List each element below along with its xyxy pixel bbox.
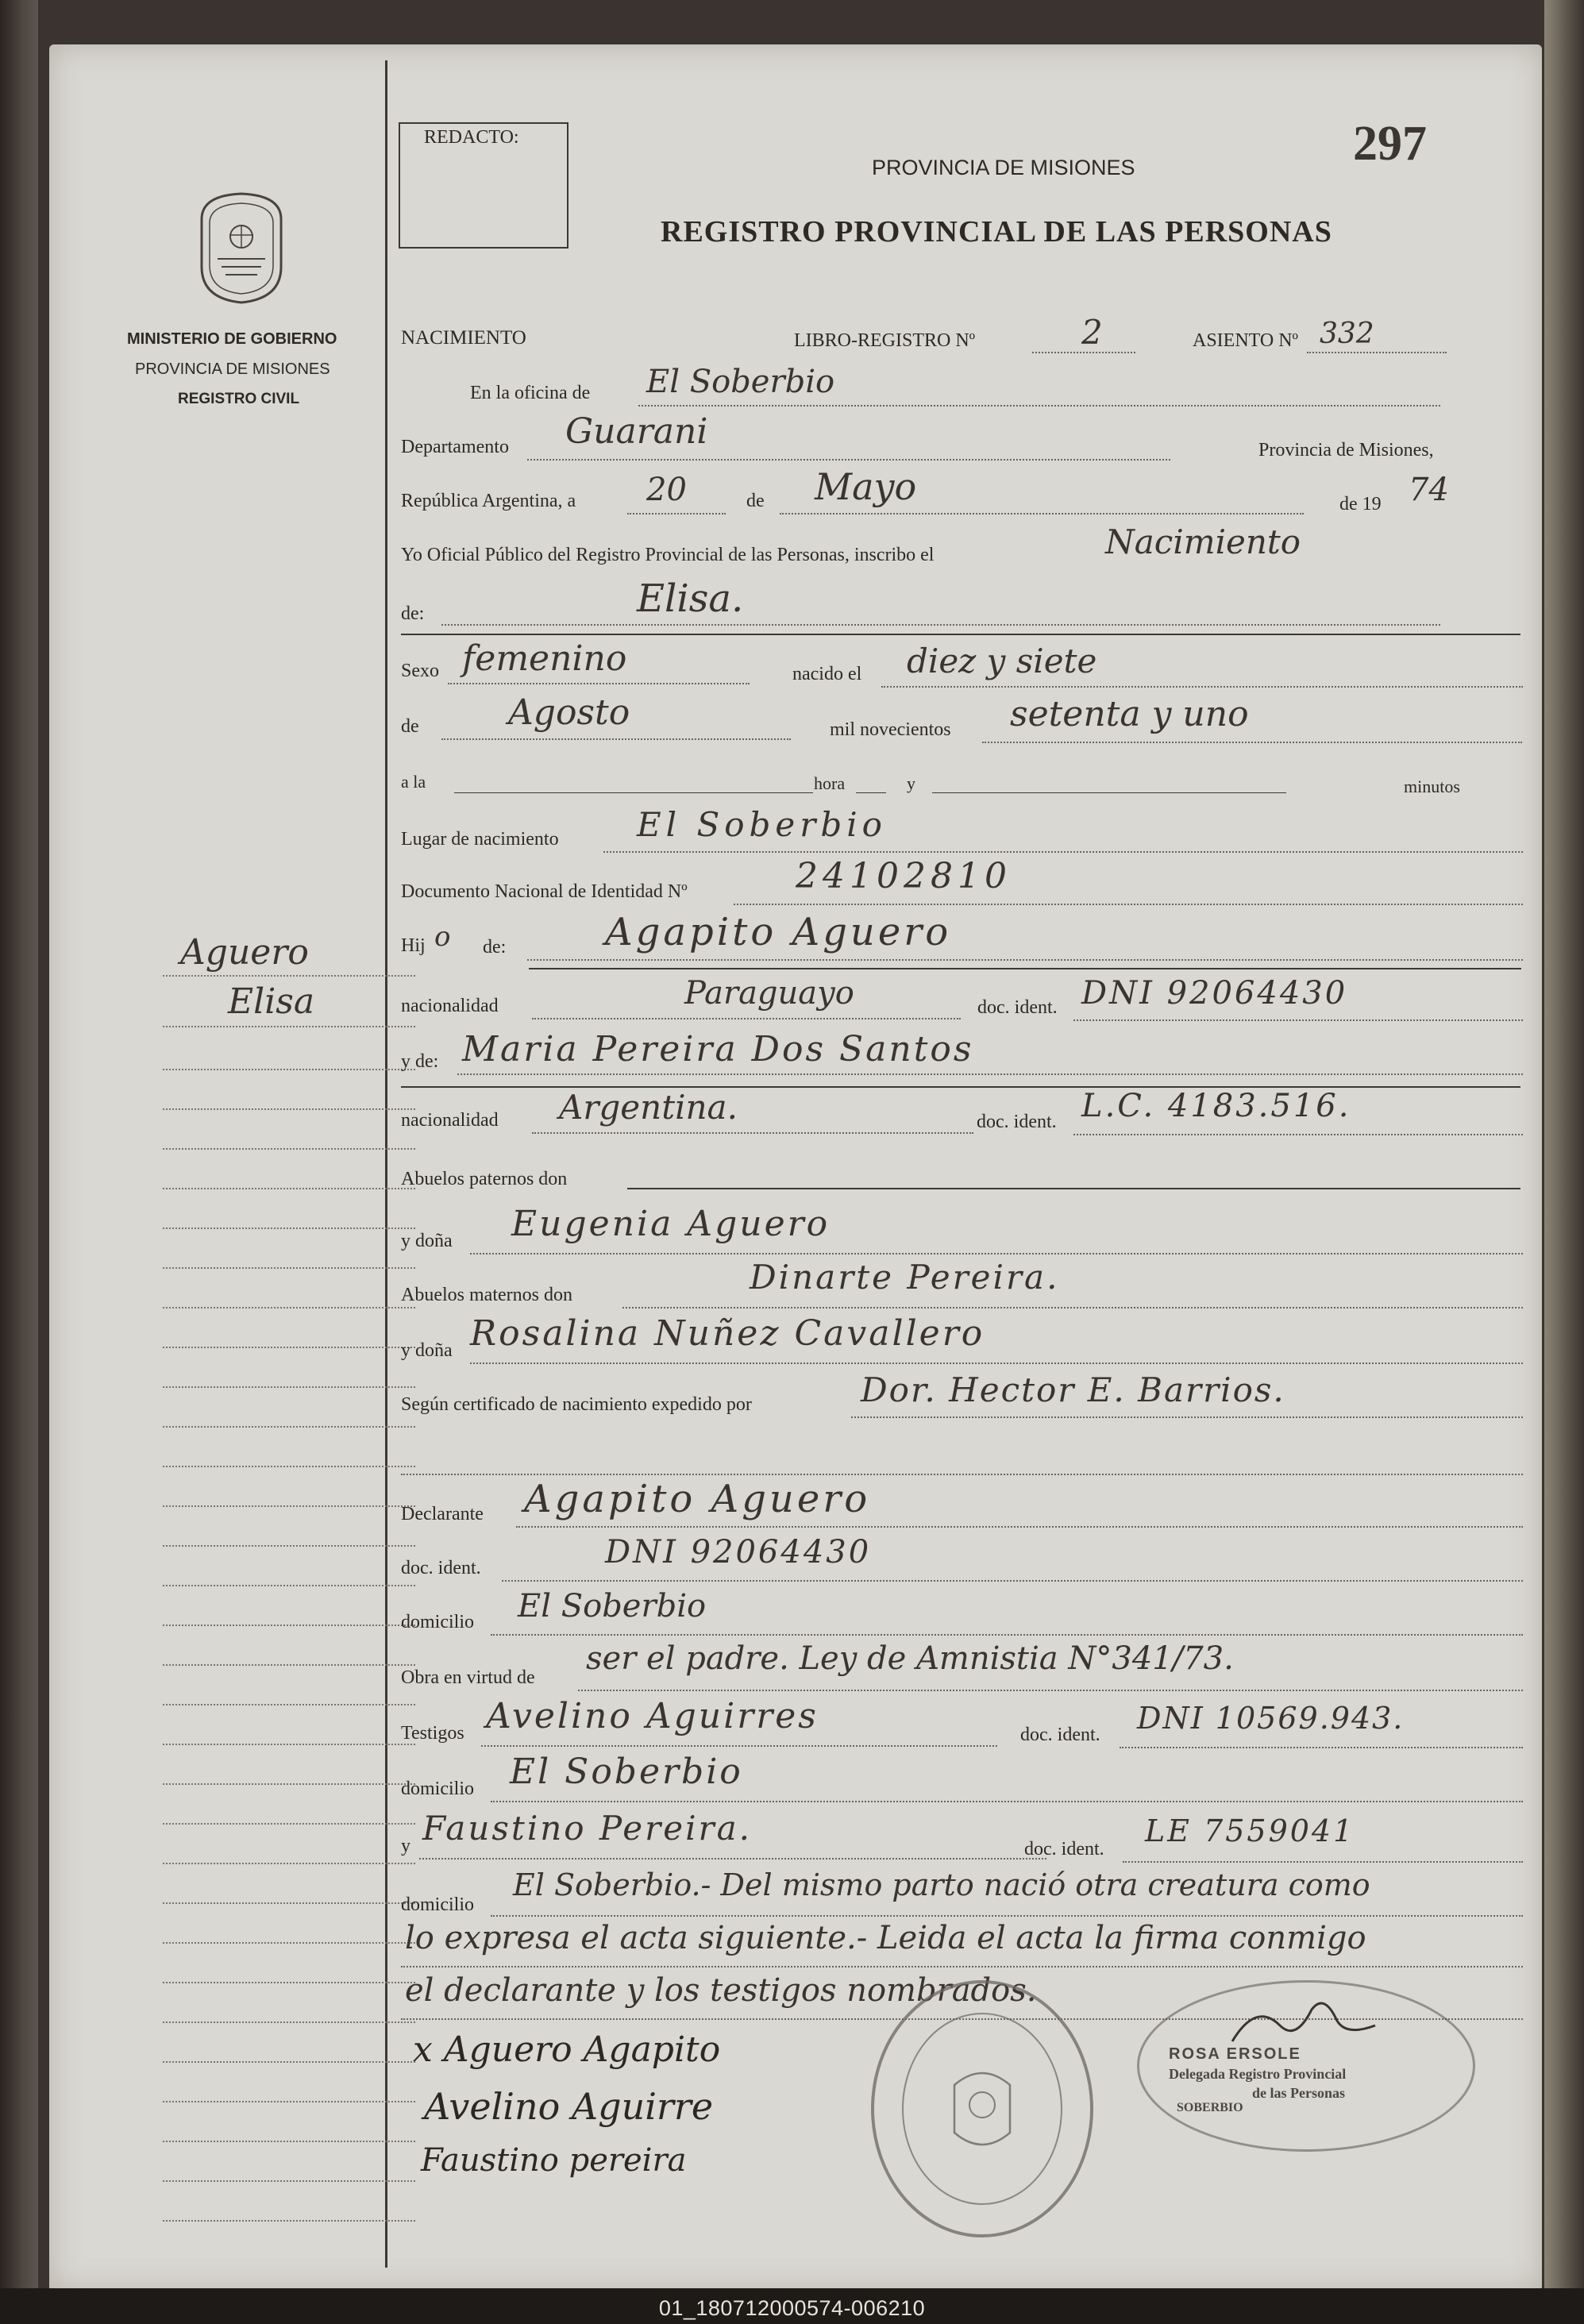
provincial-seal-icon [186,187,297,306]
testigo2-value: Faustino Pereira. [422,1809,752,1848]
signature-testigo-2: Faustino pereira [421,2142,687,2179]
libro-label: LIBRO-REGISTRO Nº [794,330,976,351]
testigo1-value: Avelino Aguirres [486,1696,819,1736]
departamento-label: Departamento [401,437,509,457]
hora-label: hora [814,773,846,793]
asiento-label: ASIENTO Nº [1193,330,1298,351]
nacido-value: diez y siete [907,642,1097,680]
doc1-label: doc. ident. [977,997,1058,1018]
lugar-value: El Soberbio [637,805,887,844]
certificado-label: Según certificado de nacimiento expedido por [401,1394,752,1415]
year-label: de 19 [1339,494,1382,515]
dni-value: 24102810 [796,856,1012,896]
a-la-label: a la [401,772,426,792]
abuelos-pat-label: Abuelos paternos don [401,1169,568,1189]
y-label: y [907,773,915,793]
abuela-mat-value: Rosalina Nuñez Cavallero [470,1313,985,1354]
oficial-text: Yo Oficial Público del Registro Provincial de las Personas, inscribo el [401,545,935,565]
official-signature-scribble [1224,1994,1383,2057]
domicilio3-label: domicilio [401,1894,474,1915]
domicilio3-value: El Soberbio.- Del mismo parto nació otra creatura como [513,1867,1370,1902]
nacido-label: nacido el [792,664,862,684]
nac1-label: nacionalidad [401,996,499,1016]
asiento-value: 332 [1320,318,1374,350]
registro-title: REGISTRO PROVINCIAL DE LAS PERSONAS [661,215,1332,249]
oficina-value: El Soberbio [646,364,835,400]
doc-t1-value: DNI 10569.943. [1137,1701,1405,1736]
de-mes-label: de [401,716,419,737]
book-binding-left [0,0,38,2324]
official-name: ROSA ERSOLE [1169,2045,1301,2063]
dni-label: Documento Nacional de Identidad Nº [401,881,688,902]
provincia-heading: PROVINCIA DE MISIONES [872,156,1135,179]
anio-nac-value: setenta y uno [1010,694,1249,734]
y-dona-2-label: y doña [401,1340,453,1361]
mes-value: Mayo [815,465,917,508]
official-title-1: Delegada Registro Provincial [1169,2066,1347,2082]
doc1-value: DNI 92064430 [1081,975,1348,1012]
margin-note-name: Elisa [228,981,315,1022]
doc2-value: L.C. 4183.516. [1081,1088,1351,1124]
redacto-label: REDACTO: [424,127,519,148]
dia-value: 20 [646,472,687,508]
doc-t1-label: doc. ident. [1020,1725,1100,1745]
hijo-label: Hij [401,935,426,956]
image-caption: 01_180712000574-006210 [658,2296,926,2320]
y-de-label: y de: [401,1051,439,1072]
republica-label: República Argentina, a [401,491,576,511]
testigos-label: Testigos [401,1723,464,1744]
libro-value: 2 [1081,313,1103,352]
hijo-de-label: de: [483,937,507,958]
signature-testigo-1: Avelino Aguirre [424,2085,714,2128]
doc-t2-label: doc. ident. [1024,1839,1104,1860]
doc-ident-label: doc. ident. [401,1558,481,1578]
declarante-label: Declarante [401,1504,484,1524]
margin-note-surname: Aguero [180,932,309,973]
domicilio1-label: domicilio [401,1612,474,1632]
padre-value: Agapito Aguero [605,910,952,954]
obra-label: Obra en virtud de [401,1667,535,1688]
doc-ident-value: DNI 92064430 [605,1534,872,1571]
abuelos-pat-line [627,1188,1520,1189]
official-title-3: SOBERBIO [1177,2101,1243,2114]
padre-rule [529,968,1521,969]
oficial-value: Nacimiento [1105,522,1301,561]
lugar-label: Lugar de nacimiento [401,829,559,850]
abuela-pat-value: Eugenia Aguero [511,1204,831,1244]
ministerio-heading: MINISTERIO DE GOBIERNO [127,330,337,348]
nombre-value: Elisa. [637,576,744,621]
year-value: 74 [1409,472,1449,508]
page-number: 297 [1353,117,1427,171]
obra-value: ser el padre. Ley de Amnistia N°341/73. [586,1640,1234,1677]
nota-line-2: lo expresa el acta siguiente.- Leida el acta la firma conmigo [405,1920,1366,1956]
certificado-value: Dor. Hector E. Barrios. [861,1370,1285,1409]
madre-value: Maria Pereira Dos Santos [462,1029,974,1070]
nombre-rule [401,634,1520,635]
y-t2-label: y [401,1836,410,1856]
oficina-label: En la oficina de [470,383,591,403]
delegacion-round-stamp [863,1974,1101,2244]
nacimiento-label: NACIMIENTO [401,327,526,349]
mes-nac-value: Agosto [508,692,630,733]
provincia-suffix: Provincia de Misiones, [1258,440,1434,461]
nac1-value: Paraguayo [684,975,854,1012]
nac2-value: Argentina. [559,1088,738,1127]
de-label: de [746,491,765,511]
register-page [49,44,1542,2291]
sexo-value: femenino [462,638,627,679]
declarante-value: Agapito Aguero [524,1477,871,1521]
abuelos-mat-label: Abuelos maternos don [401,1285,572,1305]
de-persona-label: de: [401,603,425,624]
abuelo-mat-value: Dinarte Pereira. [750,1258,1060,1297]
y-dona-1-label: y doña [401,1231,453,1251]
domicilio1-value: El Soberbio [518,1588,707,1624]
minutos-label: minutos [1404,777,1460,796]
sexo-label: Sexo [401,661,439,681]
mil-label: mil novecientos [830,719,951,740]
registro-civil-heading: REGISTRO CIVIL [178,391,300,407]
nota-line-3: el declarante y los testigos nombrados. [405,1972,1037,2009]
left-margin-rule [385,60,387,2268]
nac2-label: nacionalidad [401,1110,499,1131]
official-title-2: de las Personas [1252,2085,1345,2101]
doc-t2-value: LE 7559041 [1145,1813,1355,1848]
signature-declarante: x Aguero Agapito [413,2029,721,2070]
provincia-sidebar-heading: PROVINCIA DE MISIONES [135,360,330,378]
book-binding-right [1544,0,1584,2324]
hijo-suffix: o [434,921,451,953]
domicilio2-label: domicilio [401,1779,474,1799]
doc2-label: doc. ident. [977,1112,1057,1132]
departamento-value: Guarani [565,411,708,452]
domicilio2-value: El Soberbio [510,1752,743,1792]
